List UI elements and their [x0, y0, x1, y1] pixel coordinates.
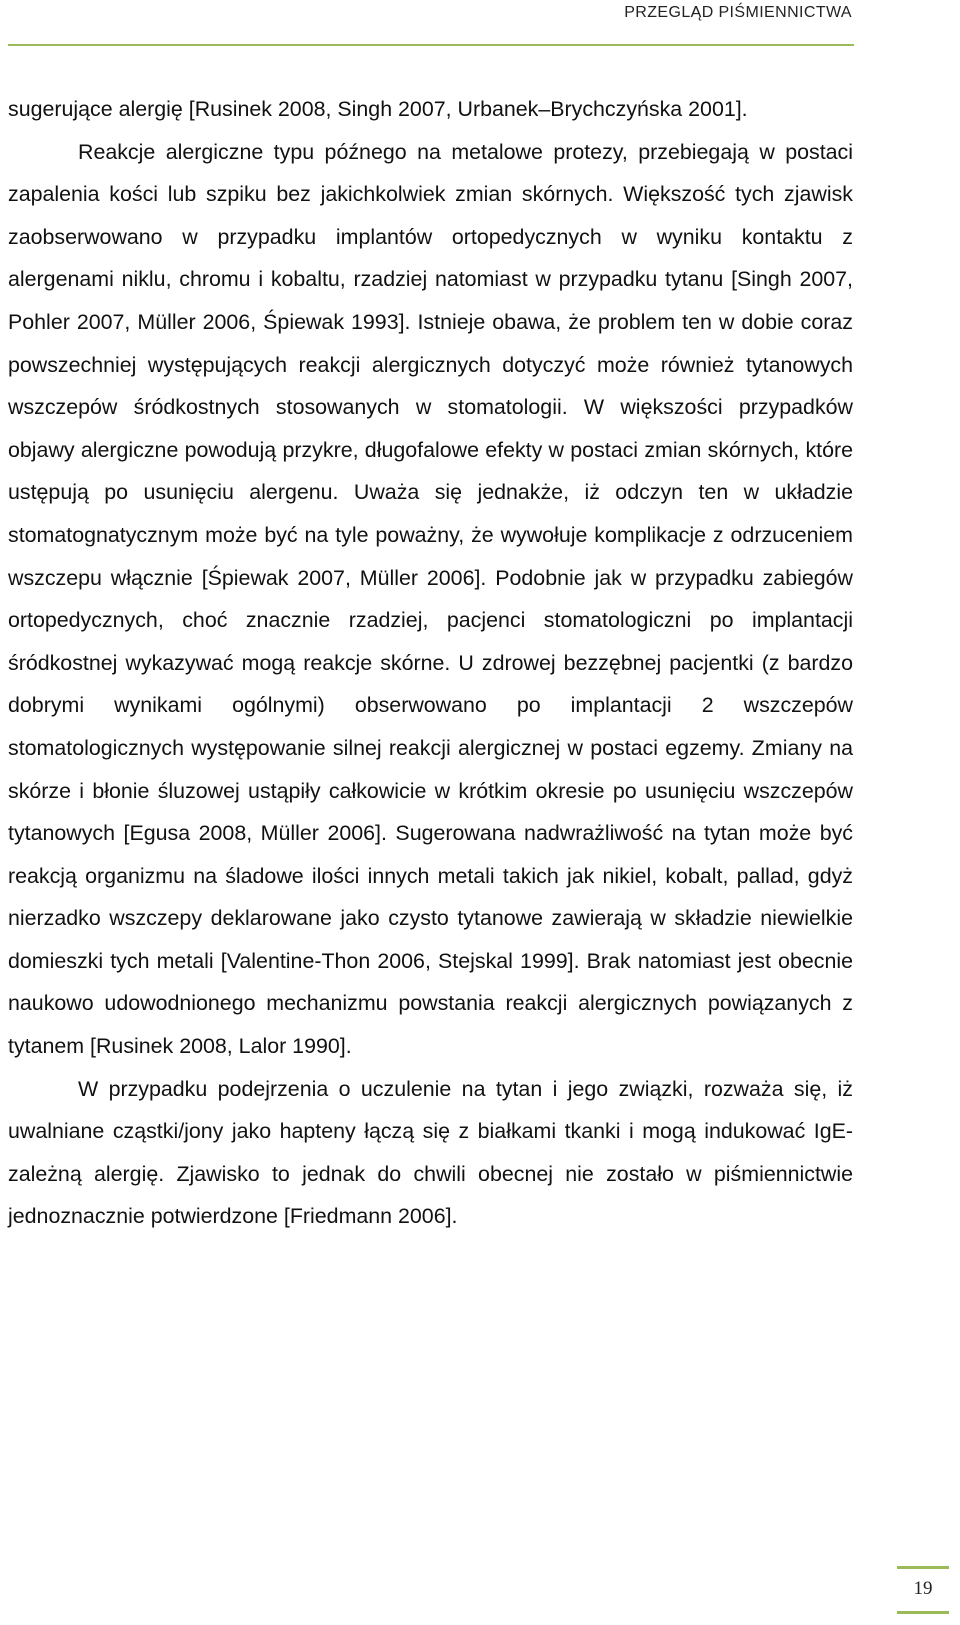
- paragraph-continuation: sugerujące alergię [Rusinek 2008, Singh 2007, Urbanek–Brychczyńska 2001].: [8, 97, 748, 121]
- header-divider: [8, 44, 854, 46]
- page-number-rule-bottom: [897, 1611, 949, 1614]
- page-number-rule-top: [897, 1566, 949, 1569]
- paragraph-metal-allergy-reactions: Reakcje alergiczne typu późnego na metalowe protezy, przebiegają w postaci zapalenia kości lub szpiku bez jakichkolwiek zmian skórnych. Większość tych zjawisk zaobserwowano w przypadku implantów ortopedycznych w wyniku kontaktu z alergenami niklu, chromu i kobaltu, rzadziej natomiast w przypadku tytanu [Singh 2007, Pohler 2007, Müller 2006, Śpiewak 1993]. Istnieje obawa, że problem ten w dobie coraz powszechniej występujących reakcji alergicznych dotyczyć może również tytanowych wszczepów śródkostnych stosowanych w stomatologii. W większości przypadków objawy alergiczne powodują przykre, długofalowe efekty w postaci zmian skórnych, które ustępują po usunięciu alergenu. Uważa się jednakże, iż odczyn ten w układzie stomatognatycznym może być na tyle poważny, że wywołuje komplikacje z odrzuceniem wszczepu włącznie [Śpiewak 2007, Müller 2006]. Podobnie jak w przypadku zabiegów ortopedycznych, choć znacznie rzadziej, pacjenci stomatologiczni po implantacji śródkostnej wykazywać mogą reakcje skórne. U zdrowej bezzębnej pacjentki (z bardzo dobrymi wynikami ogólnymi) obserwowano po implantacji 2 wszczepów stomatologicznych występowanie silnej reakcji alergicznej w postaci egzemy. Zmiany na skórze i błonie śluzowej ustąpiły całkowicie w krótkim okresie po usunięciu wszczepów tytanowych [Egusa 2008, Müller 2006]. Sugerowana nadwrażliwość na tytan może być reakcją organizmu na śladowe ilości innych metali takich jak nikiel, kobalt, pallad, gdyż nierzadko wszczepy deklarowane jako czysto tytanowe zawierają w składzie niewielkie domieszki tych metali [Valentine-Thon 2006, Stejskal 1999]. Brak natomiast jest obecnie naukowo udowodnionego mechanizmu powstania reakcji alergicznych powiązanych z tytanem [Rusinek 2008, Lalor 1990].: [8, 139, 853, 1059]
- paragraph-titanium-sensitization: W przypadku podejrzenia o uczulenie na tytan i jego związki, rozważa się, iż uwalniane cząstki/jony jako hapteny łączą się z białkami tkanki i mogą indukować IgE-zależną alergię. Zjawisko to jednak do chwili obecnej nie zostało w piśmiennictwie jednoznacznie potwierdzone [Friedmann 2006].: [8, 1076, 853, 1229]
- page-number-box: [897, 1566, 949, 1614]
- body-text: [8, 88, 853, 1238]
- page-number: 19: [913, 1578, 933, 1599]
- running-header-section-title: PRZEGLĄD PIŚMIENNICTWA: [624, 4, 852, 21]
